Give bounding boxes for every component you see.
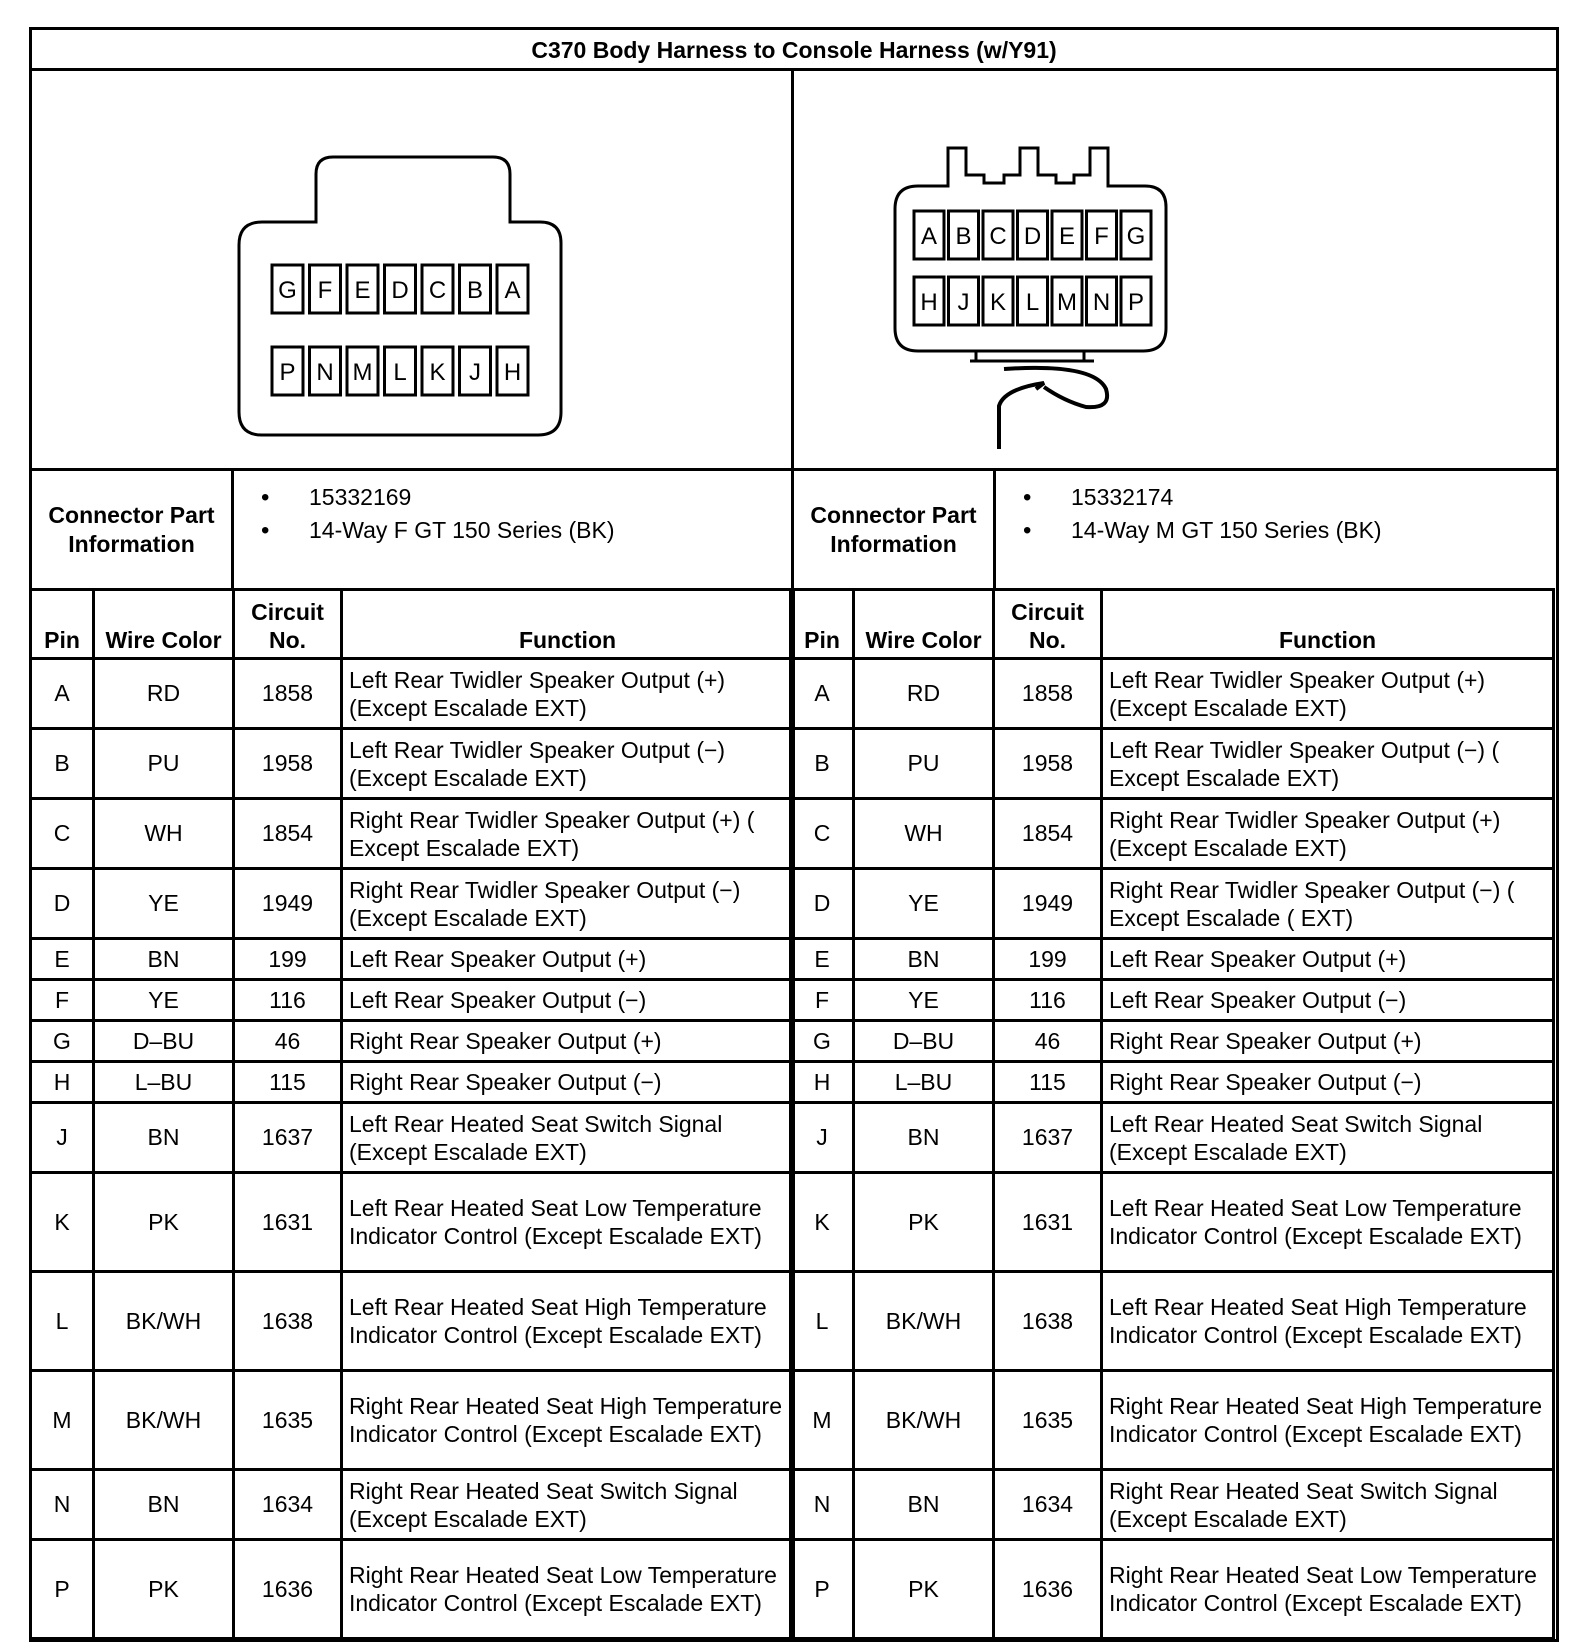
function-cell: Right Rear Speaker Output (+)	[342, 1021, 794, 1062]
left-info-label: Connector Part Information	[32, 471, 234, 588]
cavity-letter: C	[428, 277, 447, 304]
table-row	[791, 1173, 1554, 1272]
cavity-letter: A	[920, 223, 938, 250]
cavity-letter: M	[352, 359, 373, 386]
cavity-letter: C	[989, 223, 1007, 250]
left-connector-info	[32, 468, 794, 588]
circuit-no-cell: 1958	[994, 729, 1102, 799]
pin-cell: P	[31, 1540, 94, 1639]
table-row	[31, 1470, 794, 1540]
right-cavity-row-2	[914, 277, 1151, 325]
circuit-no-cell: 199	[234, 939, 342, 980]
circuit-no-cell: 1638	[994, 1272, 1102, 1371]
function-cell: Right Rear Speaker Output (−)	[342, 1062, 794, 1103]
table-row	[31, 1103, 794, 1173]
cavity-letter: D	[1023, 223, 1042, 250]
table-row	[31, 1540, 794, 1639]
wire-color-cell: BK/WH	[854, 1272, 994, 1371]
right-part-description: • 14-Way M GT 150 Series (BK)	[1009, 514, 1382, 547]
table-row	[31, 1021, 794, 1062]
male-connector-face-icon	[794, 71, 1556, 495]
function-cell: Left Rear Twidler Speaker Output (−) (Except Escalade EXT)	[342, 729, 794, 799]
cavity-letter: B	[466, 277, 484, 304]
pin-cell: A	[791, 659, 854, 729]
table-row	[31, 799, 794, 869]
cavity-letter: K	[429, 359, 446, 386]
function-cell: Left Rear Heated Seat High Temperature Indicator Control (Except Escalade EXT)	[342, 1272, 794, 1371]
circuit-no-cell: 1854	[994, 799, 1102, 869]
wire-color-cell: YE	[854, 980, 994, 1021]
right-part-number: • 15332174	[1009, 481, 1382, 514]
cavity-letter: L	[1025, 289, 1040, 316]
wire-color-cell: PK	[854, 1540, 994, 1639]
wire-color-cell: PK	[94, 1173, 234, 1272]
cavity-letter: E	[354, 277, 371, 304]
function-cell: Right Rear Twidler Speaker Output (−) ( Except Escalade ( EXT)	[1102, 869, 1554, 939]
cavity-letter: K	[989, 289, 1007, 316]
pin-cell: L	[31, 1272, 94, 1371]
function-cell: Left Rear Twidler Speaker Output (−) ( Except Escalade EXT)	[1102, 729, 1554, 799]
cavity-letter: F	[1094, 223, 1109, 250]
table-row	[31, 939, 794, 980]
wire-color-header: Wire Color	[854, 590, 994, 659]
table-row	[791, 729, 1554, 799]
circuit-no-cell: 1854	[234, 799, 342, 869]
pin-header: Pin	[31, 590, 94, 659]
right-info-list	[1009, 481, 1382, 547]
wire-color-cell: RD	[94, 659, 234, 729]
wire-color-cell: PK	[94, 1540, 234, 1639]
wire-color-cell: BN	[94, 1103, 234, 1173]
wire-color-cell: BN	[854, 939, 994, 980]
pin-cell: H	[31, 1062, 94, 1103]
left-pinout-table	[29, 588, 795, 1640]
pin-cell: H	[791, 1062, 854, 1103]
circuit-no-cell: 1858	[234, 659, 342, 729]
right-pinout-rows	[791, 659, 1554, 1639]
circuit-no-cell: 1637	[234, 1103, 342, 1173]
table-header-row	[31, 590, 794, 659]
pin-cell: E	[31, 939, 94, 980]
circuit-no-cell: 115	[994, 1062, 1102, 1103]
pin-cell: E	[791, 939, 854, 980]
wire-color-cell: L–BU	[94, 1062, 234, 1103]
function-cell: Left Rear Twidler Speaker Output (+) (Except Escalade EXT)	[342, 659, 794, 729]
circuit-no-cell: 199	[994, 939, 1102, 980]
function-cell: Right Rear Twidler Speaker Output (+) (Except Escalade EXT)	[1102, 799, 1554, 869]
circuit-no-cell: 115	[234, 1062, 342, 1103]
left-part-description: • 14-Way F GT 150 Series (BK)	[247, 514, 614, 547]
table-header-row	[791, 590, 1554, 659]
wire-color-cell: BK/WH	[94, 1272, 234, 1371]
cavity-letter: H	[503, 359, 522, 386]
function-header: Function	[1102, 590, 1554, 659]
wire-color-cell: BN	[94, 939, 234, 980]
table-row	[791, 659, 1554, 729]
function-cell: Right Rear Speaker Output (+)	[1102, 1021, 1554, 1062]
wire-color-cell: BK/WH	[854, 1371, 994, 1470]
table-row	[791, 1470, 1554, 1540]
left-info-list	[247, 481, 614, 547]
function-cell: Left Rear Speaker Output (−)	[1102, 980, 1554, 1021]
circuit-no-cell: 1634	[994, 1470, 1102, 1540]
wire-color-cell: PU	[94, 729, 234, 799]
pin-cell: D	[791, 869, 854, 939]
table-row	[791, 1540, 1554, 1639]
table-row	[791, 1371, 1554, 1470]
right-cavity-row-1	[914, 211, 1151, 259]
wire-color-cell: RD	[854, 659, 994, 729]
pin-header: Pin	[791, 590, 854, 659]
function-cell: Left Rear Twidler Speaker Output (+) (Except Escalade EXT)	[1102, 659, 1554, 729]
cavity-letter: M	[1057, 289, 1077, 316]
table-row	[31, 729, 794, 799]
table-row	[791, 1062, 1554, 1103]
circuit-no-cell: 116	[994, 980, 1102, 1021]
pin-cell: M	[31, 1371, 94, 1470]
pin-cell: A	[31, 659, 94, 729]
function-cell: Right Rear Heated Seat Switch Signal (Except Escalade EXT)	[1102, 1470, 1554, 1540]
cavity-letter: B	[955, 223, 972, 250]
function-cell: Left Rear Heated Seat Switch Signal (Except Escalade EXT)	[342, 1103, 794, 1173]
function-cell: Right Rear Heated Seat High Temperature Indicator Control (Except Escalade EXT)	[1102, 1371, 1554, 1470]
pin-cell: G	[31, 1021, 94, 1062]
table-row	[31, 1371, 794, 1470]
wire-color-cell: D–BU	[94, 1021, 234, 1062]
cavity-letter: J	[957, 289, 970, 316]
pin-cell: D	[31, 869, 94, 939]
wire-color-cell: YE	[94, 869, 234, 939]
wire-color-cell: WH	[854, 799, 994, 869]
circuit-no-cell: 1636	[234, 1540, 342, 1639]
circuit-no-cell: 1958	[234, 729, 342, 799]
table-row	[31, 869, 794, 939]
table-row	[791, 980, 1554, 1021]
wire-color-cell: WH	[94, 799, 234, 869]
right-connector-diagram	[794, 71, 1556, 495]
pin-cell: F	[791, 980, 854, 1021]
pin-cell: N	[791, 1470, 854, 1540]
wire-color-cell: L–BU	[854, 1062, 994, 1103]
function-cell: Left Rear Heated Seat Low Temperature Indicator Control (Except Escalade EXT)	[1102, 1173, 1554, 1272]
wire-color-cell: YE	[854, 869, 994, 939]
circuit-no-cell: 1637	[994, 1103, 1102, 1173]
circuit-no-cell: 1949	[994, 869, 1102, 939]
wire-color-cell: D–BU	[854, 1021, 994, 1062]
cavity-letter: N	[316, 359, 334, 386]
cavity-letter: D	[391, 277, 409, 304]
circuit-no-cell: 1949	[234, 869, 342, 939]
pin-cell: N	[31, 1470, 94, 1540]
wire-color-header: Wire Color	[94, 590, 234, 659]
left-cavity-row-2	[272, 347, 528, 395]
pin-cell: B	[31, 729, 94, 799]
function-cell: Left Rear Speaker Output (−)	[342, 980, 794, 1021]
cavity-letter: H	[920, 289, 938, 316]
left-part-number: • 15332169	[247, 481, 614, 514]
circuit-no-cell: 1631	[234, 1173, 342, 1272]
function-header: Function	[342, 590, 794, 659]
pin-cell: C	[31, 799, 94, 869]
cavity-letter: A	[504, 277, 521, 304]
function-cell: Right Rear Heated Seat High Temperature Indicator Control (Except Escalade EXT)	[342, 1371, 794, 1470]
circuit-no-header: Circuit No.	[234, 590, 342, 659]
table-row	[791, 1272, 1554, 1371]
wire-color-cell: PK	[854, 1173, 994, 1272]
wire-color-cell: BN	[854, 1103, 994, 1173]
cavity-letter: L	[393, 359, 407, 386]
cavity-letter: P	[279, 359, 296, 386]
function-cell: Right Rear Twidler Speaker Output (−) (Except Escalade EXT)	[342, 869, 794, 939]
cavity-letter: G	[1126, 223, 1146, 250]
function-cell: Right Rear Heated Seat Low Temperature Indicator Control (Except Escalade EXT)	[1102, 1540, 1554, 1639]
circuit-no-cell: 1631	[994, 1173, 1102, 1272]
circuit-no-cell: 1638	[234, 1272, 342, 1371]
function-cell: Right Rear Twidler Speaker Output (+) ( Except Escalade EXT)	[342, 799, 794, 869]
table-row	[31, 1062, 794, 1103]
pin-cell: C	[791, 799, 854, 869]
table-row	[31, 980, 794, 1021]
circuit-no-cell: 1858	[994, 659, 1102, 729]
function-cell: Left Rear Speaker Output (+)	[342, 939, 794, 980]
table-row	[31, 1173, 794, 1272]
cavity-letter: G	[278, 277, 297, 304]
pin-cell: J	[791, 1103, 854, 1173]
pin-cell: K	[31, 1173, 94, 1272]
cavity-letter: F	[317, 277, 333, 304]
function-cell: Right Rear Heated Seat Switch Signal (Except Escalade EXT)	[342, 1470, 794, 1540]
circuit-no-cell: 1636	[994, 1540, 1102, 1639]
cavity-letter: J	[469, 359, 481, 386]
function-cell: Left Rear Heated Seat Switch Signal (Except Escalade EXT)	[1102, 1103, 1554, 1173]
table-row	[31, 659, 794, 729]
left-connector-diagram	[32, 71, 794, 495]
circuit-no-cell: 116	[234, 980, 342, 1021]
wire-color-cell: PU	[854, 729, 994, 799]
pin-cell: L	[791, 1272, 854, 1371]
cavity-letter: N	[1092, 289, 1111, 316]
pin-cell: M	[791, 1371, 854, 1470]
connector-sheet	[29, 27, 1559, 1642]
circuit-no-cell: 1635	[994, 1371, 1102, 1470]
wire-color-cell: YE	[94, 980, 234, 1021]
circuit-no-cell: 46	[234, 1021, 342, 1062]
pin-cell: F	[31, 980, 94, 1021]
circuit-no-cell: 46	[994, 1021, 1102, 1062]
table-row	[791, 799, 1554, 869]
table-row	[791, 939, 1554, 980]
right-info-label: Connector Part Information	[794, 471, 996, 588]
function-cell: Left Rear Speaker Output (+)	[1102, 939, 1554, 980]
page-title: C370 Body Harness to Console Harness (w/Y91)	[32, 30, 1556, 71]
female-connector-face-icon	[32, 71, 791, 495]
table-row	[31, 1272, 794, 1371]
table-row	[791, 869, 1554, 939]
wire-color-cell: BN	[94, 1470, 234, 1540]
wire-color-cell: BK/WH	[94, 1371, 234, 1470]
table-row	[791, 1103, 1554, 1173]
right-pinout-table	[789, 588, 1555, 1640]
cavity-letter: E	[1058, 223, 1076, 250]
pin-cell: J	[31, 1103, 94, 1173]
table-row	[791, 1021, 1554, 1062]
right-connector-info	[794, 468, 1556, 588]
pin-cell: P	[791, 1540, 854, 1639]
function-cell: Left Rear Heated Seat High Temperature Indicator Control (Except Escalade EXT)	[1102, 1272, 1554, 1371]
cavity-letter: P	[1127, 289, 1145, 316]
left-cavity-row-1	[272, 265, 528, 313]
circuit-no-header: Circuit No.	[994, 590, 1102, 659]
pin-cell: K	[791, 1173, 854, 1272]
pin-cell: B	[791, 729, 854, 799]
function-cell: Right Rear Speaker Output (−)	[1102, 1062, 1554, 1103]
circuit-no-cell: 1635	[234, 1371, 342, 1470]
left-pinout-rows	[31, 659, 794, 1639]
circuit-no-cell: 1634	[234, 1470, 342, 1540]
wire-color-cell: BN	[854, 1470, 994, 1540]
function-cell: Right Rear Heated Seat Low Temperature Indicator Control (Except Escalade EXT)	[342, 1540, 794, 1639]
pin-cell: G	[791, 1021, 854, 1062]
function-cell: Left Rear Heated Seat Low Temperature Indicator Control (Except Escalade EXT)	[342, 1173, 794, 1272]
